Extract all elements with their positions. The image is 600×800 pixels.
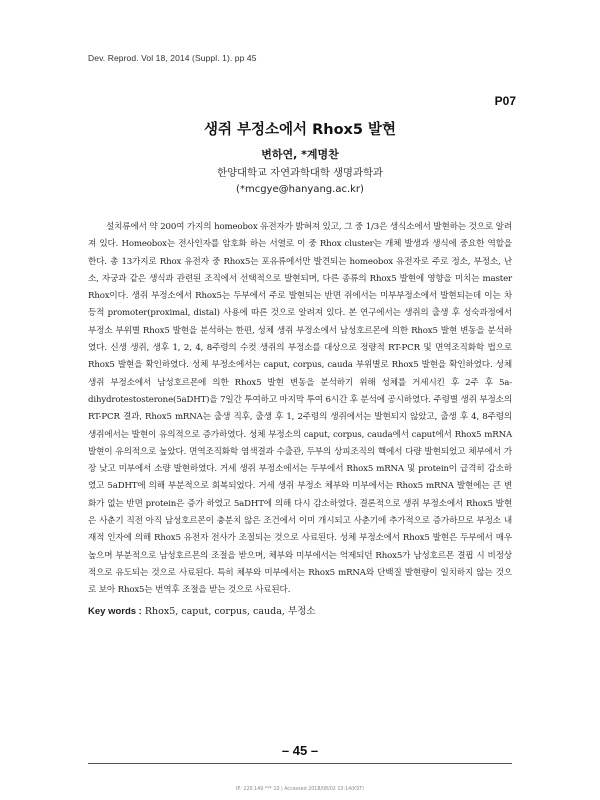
footer-divider: [88, 763, 512, 764]
abstract-code: P07: [494, 94, 516, 108]
keywords-label: Key words :: [88, 606, 142, 617]
access-watermark: IP: 220.149.*** 10 | Accessed 2018/08/02 13:14(KST): [235, 787, 365, 792]
keywords-line: [88, 603, 315, 617]
article-affiliation: 한양대학교 자연과학대학 생명과학과: [217, 167, 383, 179]
article-header: [0, 121, 600, 197]
article-authors: 변하연, *계명찬: [261, 148, 339, 161]
journal-citation: Dev. Reprod. Vol 18, 2014 (Suppl. 1). pp 45: [88, 53, 257, 63]
article-title: 생쥐 부정소에서 Rhox5 발현: [203, 122, 397, 138]
author-email: (*mcgye@hanyang.ac.kr): [236, 184, 364, 195]
keywords-value: Rhox5, caput, corpus, cauda, 부정소: [144, 606, 316, 617]
abstract-body: 설치류에서 약 200여 가지의 homeobox 유전자가 밝혀져 있고, 그 중 1/3은 생식소에서 발현하는 것으로 알려져 있다. Homeobox는 전사인자를 암호화 하는 서열로 이 중 Rhox cluster는 개체 발생과 생식에 중요한 역할을 한다. 총 13가지로 Rhox 유전자 중 Rhox5는 포유류에서만 발견되는 homeobox 유전자로 주로 정소, 부정소, 난소, 자궁과 같은 생식과 관련된 조직에서 선택적으로 발현되며, 다른 종류의 Rhox5 발현에 영향을 미치는 master Rhox이다. 생쥐 부정소에서 Rhox5는 두부에서 주로 발현되는 반면 쥐에서는 미부부정소에서 발현되는데 이는 차등적 promoter(proximal, distal) 사용에 따른 것으로 알려져 있다. 본 연구에서는 생쥐의 출생 후 성숙과정에서 부정소 부위별 Rhox5 발현을 분석하는 한편, 성체 생쥐 부정소에서 남성호르몬에 의한 Rhox5 발현 변동을 분석하였다. 신생 생쥐, 생후 1, 2, 4, 8주령의 수컷 생쥐의 부정소를 대상으로 정량적 RT-PCR 및 면역조직화학 법으로 Rhox5 발현을 확인하였다. 성체 부정소에서는 caput, corpus, cauda 부위별로 Rhox5 발현을 확인하였다. 성체 생쥐 부정소에서 남성호르몬에 의한 Rhox5 발현 변동을 분석하기 위해 성체를 거세시킨 후 2주 후 5a-dihydrotestosterone(5aDHT)을 7일간 투여하고 마지막 투여 6시간 후 분석에 공시하였다. 주령별 생쥐 부정소의 RT-PCR 결과, Rhox5 mRNA는 출생 직후, 출생 후 1, 2주령의 생쥐에서는 발현되지 않았고, 출생 후 4, 8주령의 생쥐에서는 발현이 유의적으로 증가하였다. 성체 부정소의 caput, corpus, cauda에서 caput에서 Rhox5 mRNA 발현이 유의적으로 높았다. 면역조직화학 염색결과 수출관, 두부의 상피조직의 핵에서 다량 발현되었고 체부에서 가장 낮고 미부에서 소량 발현하였다. 거세 생쥐 부정소에서는 두부에서 Rhox5 mRNA 및 protein이 급격히 감소하였고 5aDHT에 의해 부분적으로 회복되었다. 거세 생쥐 부정소 체부와 미부에서는 Rhox5 mRNA 발현에는 큰 변화가 없는 반면 protein은 증가 하였고 5aDHT에 의해 다시 감소하였다. 결론적으로 생쥐 부정소에서 Rhox5 발현은 사춘기 직전 아직 남성호르몬이 충분치 않은 조건에서 이미 개시되고 사춘기에 추가적으로 증가하므로 부정소 내재적 인자에 의해 Rhox5 유전자 전사가 조절되는 것으로 사료된다. 성체 부정소에서 Rhox5 발현은 두부에서 매우 높으며 부분적으로 남성호르몬의 조절을 받으며, 체부와 미부에서는 억제되던 Rhox5가 남성호르몬 결핍 시 비정상적으로 유도되는 것으로 사료된다. 특히 체부와 미부에서는 Rhox5 mRNA와 단백질 발현량이 일치하지 않는 것으로 보아 Rhox5는 번역후 조절을 받는 것으로 사료된다.: [88, 222, 512, 596]
page-number: – 45 –: [281, 743, 319, 758]
